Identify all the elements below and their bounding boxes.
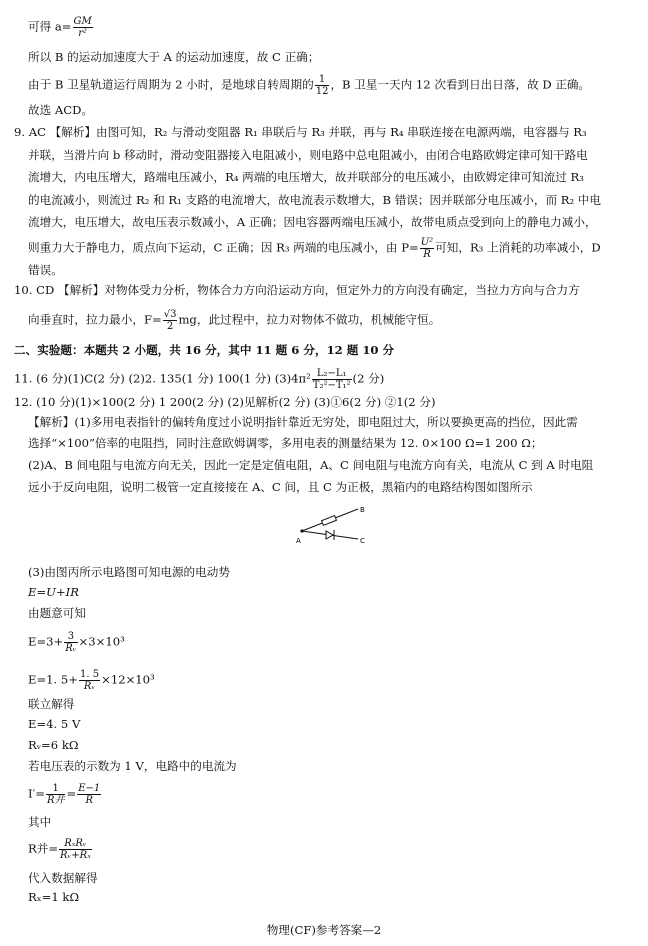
q9-line: 则重力大于静电力，质点向下运动，C 正确；因 R₃ 两端的电压减小，由 P= $\frac{\text{U²}}{R}$ 可知，R₃ 上消耗的功率减小，D: [28, 237, 601, 260]
q10-line: 10. CD 【解析】对物体受力分析，物体合力方向沿运动方向，恒定外力的方向没有确定，当拉力方向与合力方: [14, 283, 580, 297]
q9-line: 的电流减小，则流过 R₂ 和 R₁ 支路的电流增大，故电流表示数增大，B 错误；因并联部分电压减小，而 R₂ 中电: [28, 193, 601, 207]
q12-line: 12. (10 分)(1)×100(2 分) 1 200(2 分) (2)见解析(2 分) (3)①6(2 分) ②1(2 分): [14, 395, 436, 409]
q12-line: (3)由图丙所示电路图可知电源的电动势: [28, 565, 230, 579]
page-footer: 物理(CF)参考答案—2: [266, 923, 382, 937]
q12-eq: Rₓ=1 kΩ: [28, 890, 80, 904]
diode-symbol: [326, 531, 333, 539]
section-heading: 二、实验题：本题共 2 小题，共 16 分，其中 11 题 6 分，12 题 10 分: [14, 343, 395, 357]
q10-line: 向垂直时，拉力最小，F= $\frac{√3}{2}$ mg，此过程中，拉力对物体不做功，机械能守恒。: [28, 309, 441, 332]
label-a: A: [296, 537, 301, 545]
q9-line: 9. AC 【解析】由图可知，R₂ 与滑动变阻器 R₁ 串联后与 R₃ 并联，再与 R₄ 串联连接在电源两端，电容器与 R₃: [14, 125, 587, 139]
q12-line: 【解析】(1)多用电表指针的偏转角度过小说明指针靠近无穷处，即电阻过大，所以要换更高的挡位，因此需: [28, 415, 578, 429]
q12-line: 远小于反向电阻，说明二极管一定直接接在 A、C 间，且 C 为正极，黑箱内的电路结构图如图所示: [28, 480, 533, 494]
q9-line: 流增大，内电压增大，路端电压减小，R₄ 两端的电压增大，故并联部分的电压减小，由欧姆定律可知流过 R₃: [28, 170, 584, 184]
text-line: 故选 ACD。: [28, 103, 94, 117]
node-a: [300, 529, 303, 532]
q9-line: 错误。: [28, 263, 63, 277]
q12-line: 代入数据解得: [28, 871, 98, 885]
q11-line: 11. (6 分)(1)C(2 分) (2)2. 135(1 分) 100(1 分) (3)4π² $\frac{\text{L₂−L₁}}{\text{T₂²−T₁²}}$ (2 分): [14, 368, 385, 391]
q12-eq: E=4. 5 V: [28, 717, 81, 731]
q12-eq3: I′= $\frac{1}{\text{R并}}$ = $\frac{E-1}{R}$: [28, 783, 101, 806]
q12-line: 由题意可知: [28, 606, 86, 620]
label-c: C: [360, 537, 365, 545]
text-line: 由于 B 卫星轨道运行周期为 2 小时，是地球自转周期的 $\frac{1}{12}$ ，B 卫星一天内 12 次看到日出日落，故 D 正确。: [28, 74, 591, 97]
q12-line: 联立解得: [28, 697, 75, 711]
q12-eq: Rᵥ=6 kΩ: [28, 738, 79, 752]
circuit-diagram: [296, 500, 376, 546]
q12-eq1: E=3+ $\frac{3}{\text{Rᵥ}}$ ×3×10³: [28, 631, 125, 654]
q12-eq: E=U+IR: [28, 585, 79, 599]
q9-line: 并联，当滑片向 b 移动时，滑动变阻器接入电阻减小，则电路中总电阻减小，由闭合电路欧姆定律可知干路电: [28, 148, 588, 162]
q12-eq2: E=1. 5+ $\frac{1. 5}{\text{Rᵥ}}$ ×12×10³: [28, 669, 155, 692]
q12-line: 选择“×100”倍率的电阻挡，同时注意欧姆调零，多用电表的测量结果为 12. 0×100 Ω=1 200 Ω；: [28, 436, 543, 450]
resistor-symbol: [322, 516, 337, 526]
q12-line: 若电压表的示数为 1 V，电路中的电流为: [28, 759, 237, 773]
q12-line: 其中: [28, 815, 52, 829]
q9-line: 流增大，电压增大，故电压表示数减小，A 正确；因电容器两端电压减小，故带电质点受到向上的静电力减小，: [28, 215, 597, 229]
q12-line: (2)A、B 间电阻与电流方向无关，因此一定是定值电阻，A、C 间电阻与电流方向有关，电流从 C 到 A 时电阻: [28, 458, 594, 472]
text-line: 所以 B 的运动加速度大于 A 的运动加速度，故 C 正确；: [28, 50, 320, 64]
q12-eq4: R并= $\frac{\text{RₓRᵥ}}{\text{Rᵥ+Rₓ}}$: [28, 838, 91, 861]
label-b: B: [360, 506, 365, 514]
eq-acceleration: 可得 a= $\frac{GM}{\text{r²}}$: [28, 16, 92, 39]
